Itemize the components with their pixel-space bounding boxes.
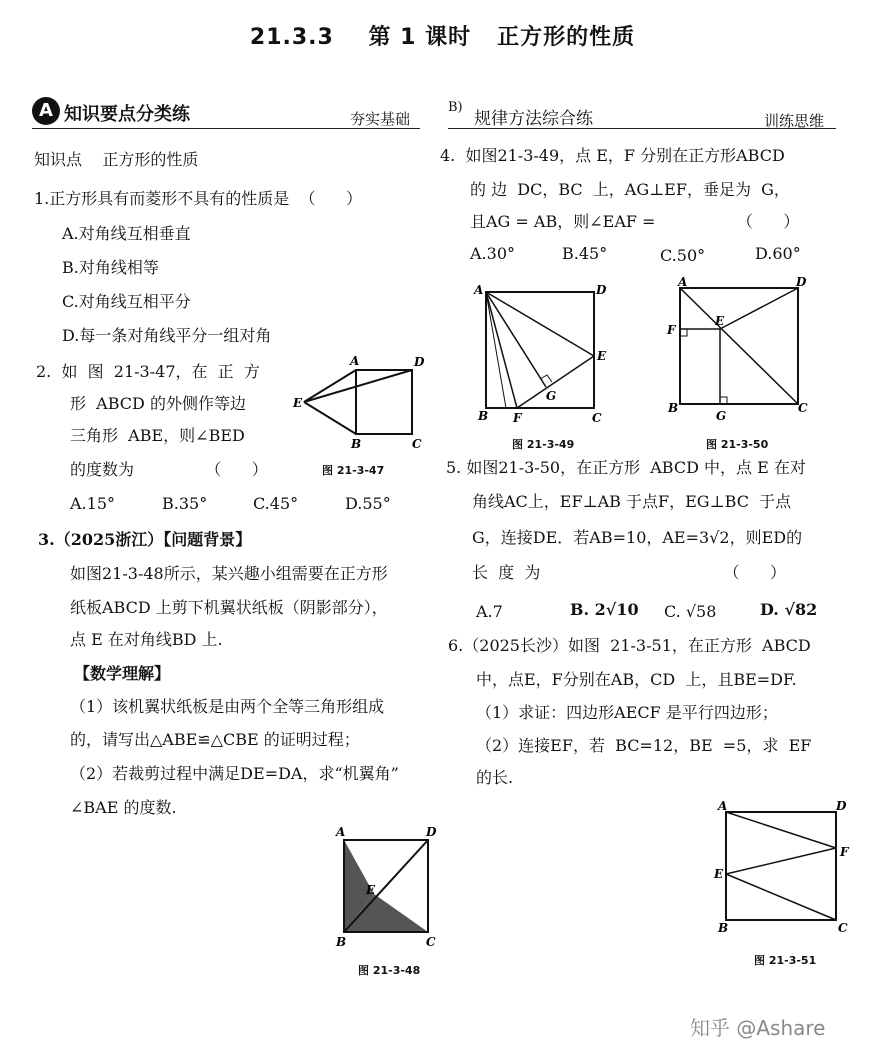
left-section-tag: 夯实基础 [350, 110, 411, 128]
q4-line-3: 且AG = AB，则∠EAF = （ ） [470, 212, 800, 231]
label-d: D [426, 825, 437, 839]
watermark: 知乎 @Ashare [690, 1016, 826, 1040]
section-badge-b: B) [448, 100, 463, 115]
segment-ed [304, 370, 412, 402]
q3-heading: 3.（2025浙江）【问题背景】 [38, 530, 252, 549]
right-section-tag: 训练思维 [764, 112, 825, 130]
segment-ed [720, 288, 798, 329]
square-abcd [726, 812, 836, 920]
q4-line-1: 4. 如图21-3-49，点 E，F 分别在正方形ABCD [440, 146, 785, 165]
right-angle-mark-g [720, 397, 727, 404]
label-b: B [478, 409, 489, 423]
q4-option-d: D.60° [755, 244, 801, 263]
q1-option-d: D.每一条对角线平分一组对角 [62, 326, 272, 345]
square-abcd [356, 370, 412, 434]
figure-caption-21-3-49: 图 21-3-49 [512, 438, 575, 451]
segment-af [726, 812, 836, 848]
segment-ae [486, 292, 594, 356]
q6-line-4: （2）连接EF，若 BC=12，BE =5，求 EF [476, 736, 812, 755]
q3-subheading: 【数学理解】 [74, 664, 171, 683]
segment-ec [726, 874, 836, 920]
q1-option-b: B.对角线相等 [62, 258, 159, 277]
label-c: C [838, 921, 848, 935]
q4-option-b: B.45° [562, 244, 608, 263]
label-b: B [718, 921, 729, 935]
q6-line-1: 6.（2025长沙）如图 21-3-51，在正方形 ABCD [448, 636, 811, 655]
q3-line-2: 纸板ABCD 上剪下机翼状纸板（阴影部分）， [70, 598, 388, 617]
right-angle-mark-f [680, 329, 687, 336]
label-b: B [668, 401, 679, 415]
label-f: F [513, 411, 522, 425]
segment-eb [304, 402, 356, 434]
segment-af [486, 292, 517, 408]
label-e: E [366, 883, 376, 897]
figure-21-3-47 [290, 352, 430, 452]
q2-line-3: 三角形 ABE，则∠BED [70, 426, 245, 445]
left-header-rule [32, 128, 420, 129]
q2-option-c: C.45° [253, 494, 299, 513]
q6-line-3: （1）求证：四边形AECF 是平行四边形； [476, 703, 778, 722]
label-c: C [592, 411, 602, 425]
q1-option-a: A.对角线互相垂直 [62, 224, 191, 243]
q2-line-4: 的度数为 （ ） [70, 460, 268, 479]
q3-part-2a: （2）若裁剪过程中满足DE=DA，求“机翼角” [70, 764, 399, 783]
label-f: F [667, 323, 676, 337]
q1-option-c: C.对角线互相平分 [62, 292, 191, 311]
diagonal-ac [680, 288, 798, 404]
q2-option-d: D.55° [345, 494, 391, 513]
q1-stem: 1.正方形具有而菱形不具有的性质是 （ ） [34, 189, 362, 208]
q2-option-a: A.15° [70, 494, 115, 513]
q3-line-3: 点 E 在对角线BD 上. [70, 630, 223, 649]
q3-part-1a: （1）该机翼状纸板是由两个全等三角形组成 [70, 697, 385, 716]
q3-part-1b: 的，请写出△ABE≌△CBE 的证明过程； [70, 730, 360, 749]
label-c: C [426, 935, 436, 949]
q5-line-4: 长 度 为 （ ） [472, 563, 786, 582]
q5-line-2: 角线AC上，EF⊥AB 于点F，EG⊥BC 于点 [472, 492, 792, 511]
segment-ag [486, 292, 546, 387]
q3-line-1: 如图21-3-48所示，某兴趣小组需要在正方形 [70, 564, 388, 583]
label-d: D [796, 275, 807, 289]
q3-part-2b: ∠BAE 的度数. [70, 798, 177, 817]
label-g: G [716, 409, 727, 423]
q2-option-b: B.35° [162, 494, 208, 513]
q4-option-c: C.50° [660, 246, 706, 265]
figure-21-3-51 [708, 796, 858, 946]
figure-21-3-49 [470, 276, 620, 426]
segment-extra [486, 292, 506, 408]
q5-line-1: 5. 如图21-3-50，在正方形 ABCD 中，点 E 在对 [446, 458, 806, 477]
q5-option-d: D. √82 [760, 600, 818, 619]
right-section-title: 规律方法综合练 [474, 109, 593, 129]
right-header-rule [448, 128, 836, 129]
label-d: D [414, 355, 425, 369]
figure-21-3-48 [330, 822, 440, 952]
label-a: A [350, 354, 360, 368]
label-a: A [718, 799, 728, 813]
q5-line-3: G，连接DE．若AB=10，AE=3√2，则ED的 [472, 528, 803, 547]
knowledge-point-heading: 知识点 正方形的性质 [34, 150, 199, 169]
q5-option-a: A.7 [476, 602, 503, 621]
page-title: 21.3.3 第 1 课时 正方形的性质 [249, 25, 636, 50]
q6-line-5: 的长. [476, 768, 514, 787]
label-a: A [678, 275, 688, 289]
label-e: E [293, 396, 303, 410]
q2-line-1: 2. 如 图 21-3-47，在 正 方 [36, 362, 260, 381]
label-g: G [546, 389, 557, 403]
label-d: D [836, 799, 847, 813]
label-e: E [597, 349, 607, 363]
label-b: B [351, 437, 362, 451]
q5-option-c: C. √58 [664, 602, 717, 621]
q2-line-2: 形 ABCD 的外侧作等边 [70, 394, 246, 413]
label-d: D [596, 283, 607, 297]
label-f: F [840, 845, 849, 859]
segment-ef [726, 848, 836, 874]
figure-caption-21-3-47: 图 21-3-47 [322, 464, 385, 477]
left-section-title: 知识要点分类练 [64, 104, 190, 125]
q4-line-2: 的 边 DC，BC 上，AG⊥EF，垂足为 G， [470, 180, 790, 199]
label-e: E [714, 867, 724, 881]
figure-caption-21-3-50: 图 21-3-50 [706, 438, 769, 451]
label-b: B [336, 935, 347, 949]
section-badge-a: A [32, 97, 60, 125]
label-e: E [715, 314, 725, 328]
label-a: A [474, 283, 484, 297]
figure-caption-21-3-48: 图 21-3-48 [358, 964, 421, 977]
label-c: C [798, 401, 808, 415]
label-a: A [336, 825, 346, 839]
segment-ea [304, 370, 356, 402]
q4-option-a: A.30° [470, 244, 515, 263]
figure-caption-21-3-51: 图 21-3-51 [754, 954, 817, 967]
q6-line-2: 中，点E，F分别在AB，CD 上，且BE=DF. [476, 670, 797, 689]
label-c: C [412, 437, 422, 451]
q5-option-b: B. 2√10 [570, 600, 639, 619]
figure-21-3-50 [662, 274, 812, 424]
